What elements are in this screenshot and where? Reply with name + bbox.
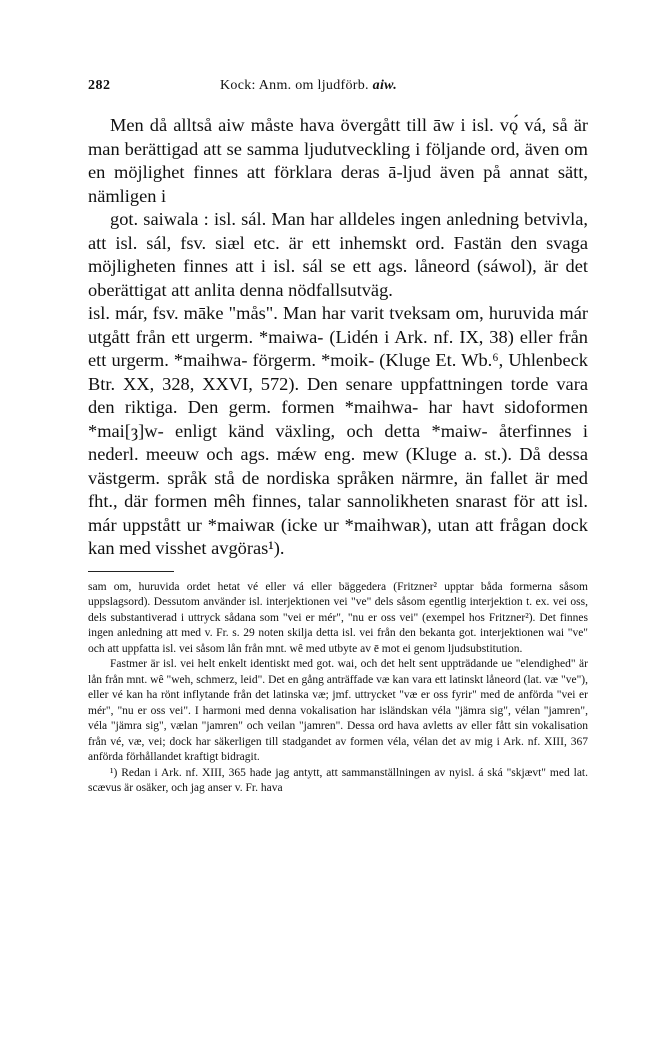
footnotes: [88, 580, 588, 797]
running-title-word: aiw.: [372, 78, 398, 93]
footnote-paragraph: Fastmer är isl. vei helt enkelt identiskt med got. wai, och det helt sent uppträdande ue "elendighed" är lån från mnt. wê "weh, schmerz, leid". Det en gång anträffade væ kan vara ett latinskt låneord (lat. væ "ve"), eller vé kan ha rönt inflytande från det latinska væ; jmf. uttrycket "væ er oss fyrir" med de anförda "vei er mér", "nu er oss vei". I harmoni med denna vokalisation har isländskan véla "jämra sig", vélan "jamren", véla "jämra sig", vælan "jamren" och veilan "jamren". Dessa ord hava avletts av eller fått sin vokalisation från vé, væ, vei; dock har säkerligen till stadgandet av formen véla, vélan det av mig i Ark. nf. XIII, 367 anförda förhållandet kraftigt bidragit.: [88, 658, 588, 763]
paragraph: isl. már, fsv. māke "mås". Man har varit tveksam om, huruvida már utgått från ett urgerm. *maiwa- (Lidén i Ark. nf. IX, 38) eller från ett urgerm. *maihwa- förgerm. *moik- (Kluge Et. Wb.⁶, Uhlenbeck Btr. XX, 328, XXVI, 572). Den senare uppfattningen torde vara den riktiga. Den germ. formen *maihwa- har havt sidoformen *mai[ȝ]w- enligt känd växling, och detta *maiw- återfinnes i nederl. meeuw och ags. mǽw eng. mew (Kluge a. st.). Då dessa västgerm. språk stå de nordiska språken närmre, än fallet är med fht., där formen mêh finnes, talar sannolikheten snarast för att isl. már uppstått ur *maiwaʀ (icke ur *maihwaʀ), utan att frågan dock kan med visshet avgöras¹).: [88, 303, 588, 558]
main-text: [88, 114, 588, 561]
footnote-paragraph: sam om, huruvida ordet hetat vé eller vá eller bäggedera (Fritzner² upptar båda formerna såsom uppslagsord). Dessutom använder isl. interjektionen vei "ve" dels såsom egentlig interjektion t. ex. vei oss, dels substantiverad i uttryck sådana som "vei er mér", "nu er oss vei" (exempel hos Fritzner²). Det finnes ingen anledning att med v. Fr. s. 29 noten skilja detta isl. vei från den bekanta got. interjektionen wai "ve" och att uppfatta isl. vei såsom lån från mnt. wê med utbyte av ē mot ei genom ljudsubstitution.: [88, 580, 588, 655]
running-title: [220, 78, 397, 94]
page: [88, 78, 588, 797]
paragraph: Men då alltså aiw måste hava övergått till āw i isl. vǫ́ vá, så är man berättigad att se samma ljudutveckling i följande ord, även om en möjlighet finnes att förklara deras ā-ljud även på annat sätt, nämligen i: [88, 115, 588, 206]
footnote-paragraph: ¹) Redan i Ark. nf. XIII, 365 hade jag antytt, att sammanställningen av nyisl. á ská "skjævt" med lat. scævus är osäker, och jag anser v. Fr. hava: [88, 766, 588, 794]
running-title-text: Kock: Anm. om ljudförb.: [220, 78, 369, 93]
running-header: [88, 78, 588, 98]
page-number: 282: [88, 78, 111, 93]
footnote-divider: [88, 571, 174, 572]
paragraph: got. saiwala : isl. sál. Man har alldeles ingen anledning betvivla, att isl. sál, fsv. siæl etc. är ett inhemskt ord. Fastän den svaga möjligheten finnes att i isl. sál se ett ags. låneord (sáwol), är det oberättigat att anlita denna nödfallsutväg.: [88, 209, 588, 300]
